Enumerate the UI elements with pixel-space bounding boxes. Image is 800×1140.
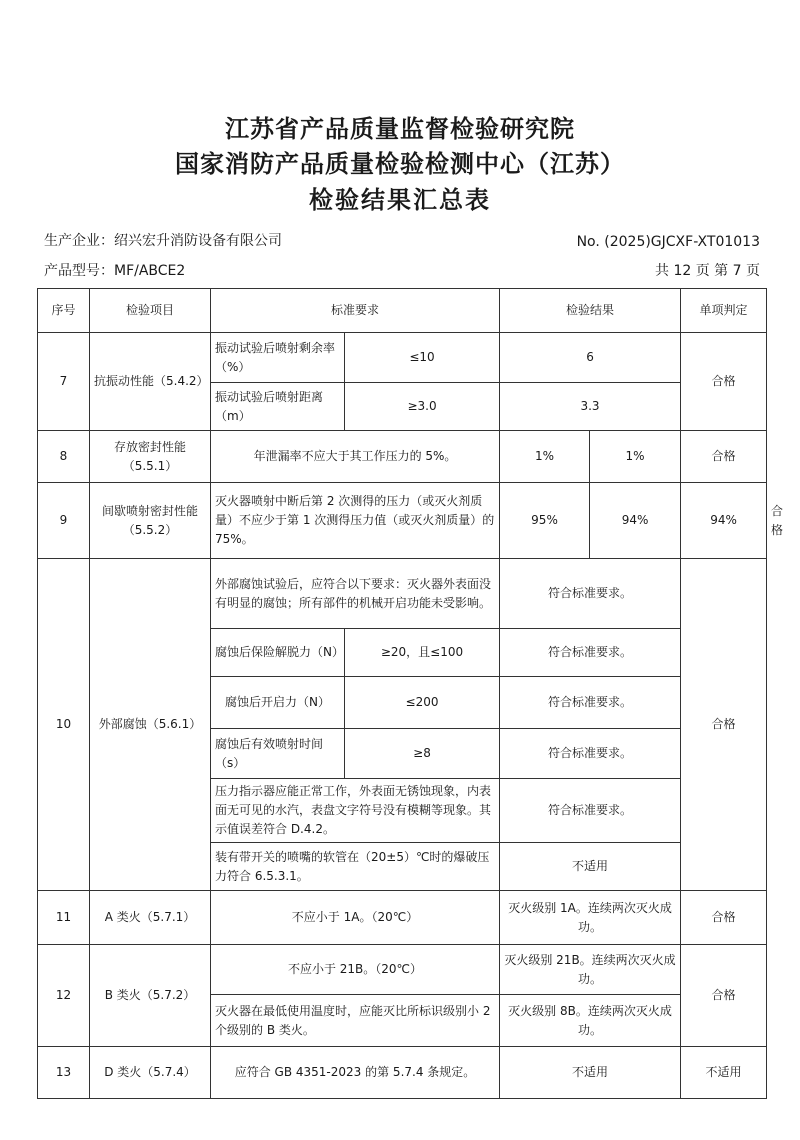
seq-cell: 10 [38, 559, 90, 891]
result-cell: 3.3 [500, 383, 681, 431]
result-cell: 灭火级别 21B。连续两次灭火成功。 [500, 945, 681, 995]
report-number: No. (2025)GJCXF-XT01013 [576, 234, 760, 250]
page-info: 共 12 页 第 7 页 [655, 263, 760, 279]
standard-cell: 装有带开关的喷嘴的软管在（20±5）℃时的爆破压力符合 6.5.3.1。 [211, 843, 500, 891]
col-header-result: 检验结果 [500, 289, 681, 333]
result-cell: 94% [590, 483, 681, 559]
result-cell: 不适用 [500, 1047, 681, 1099]
result-cell: 符合标准要求。 [500, 629, 681, 677]
product-model: 产品型号：MF/ABCE2 [44, 263, 186, 279]
standard-cell: 年泄漏率不应大于其工作压力的 5%。 [211, 431, 500, 483]
col-header-seq: 序号 [38, 289, 90, 333]
col-header-standard: 标准要求 [211, 289, 500, 333]
table-title: 检验结果汇总表 [309, 185, 491, 214]
result-cell: 不适用 [500, 843, 681, 891]
seq-cell: 9 [38, 483, 90, 559]
standard-cell: 灭火器在最低使用温度时，应能灭比所标识级别小 2 个级别的 B 类火。 [211, 995, 500, 1047]
standard-cell: 灭火器喷射中断后第 2 次测得的压力（或灭火剂质量）不应少于第 1 次测得压力值（或灭火剂质量）的 75%。 [211, 483, 500, 559]
table-row [38, 1047, 767, 1099]
item-cell: 外部腐蚀（5.6.1） [90, 559, 211, 891]
seq-cell: 7 [38, 333, 90, 431]
item-cell: A 类火（5.7.1） [90, 891, 211, 945]
results-table [37, 288, 784, 1099]
standard-cell: 应符合 GB 4351-2023 的第 5.7.4 条规定。 [211, 1047, 500, 1099]
result-cell: 94% [681, 483, 767, 559]
result-cell: 1% [500, 431, 590, 483]
verdict-cell: 合格 [681, 891, 767, 945]
table-row [38, 333, 767, 383]
table-row: 9 间歇喷射密封性能（5.5.2） 灭火器喷射中断后第 2 次测得的压力（或灭火剂质量）不应少于第 1 次测得压力值（或灭火剂质量）的 75%。 95% 94% 94% 合格 [38, 483, 767, 559]
result-cell: 灭火级别 1A。连续两次灭火成功。 [500, 891, 681, 945]
standard-cell: 不应小于 1A。（20℃） [211, 891, 500, 945]
result-cell: 6 [500, 333, 681, 383]
institute-title: 江苏省产品质量监督检验研究院 [225, 114, 575, 143]
sub-label-cell: 腐蚀后保险解脱力（N） [211, 629, 345, 677]
result-cell: 符合标准要求。 [500, 559, 681, 629]
table-row [38, 891, 767, 945]
sub-value-cell: ≥20，且≤100 [345, 629, 500, 677]
result-cell: 符合标准要求。 [500, 779, 681, 843]
verdict-cell: 合格 [681, 333, 767, 431]
seq-cell: 13 [38, 1047, 90, 1099]
verdict-cell: 合格 [681, 431, 767, 483]
item-cell: 间歇喷射密封性能（5.5.2） [90, 483, 211, 559]
col-header-item: 检验项目 [90, 289, 211, 333]
item-cell: 抗振动性能（5.4.2） [90, 333, 211, 431]
sub-label-cell: 振动试验后喷射剩余率（%） [211, 333, 345, 383]
table-row [38, 945, 767, 995]
verdict-cell: 不适用 [681, 1047, 767, 1099]
result-cell: 1% [590, 431, 681, 483]
result-cell: 符合标准要求。 [500, 729, 681, 779]
standard-cell: 压力指示器应能正常工作，外表面无锈蚀现象，内表面无可见的水汽，表盘文字符号没有模糊等现象。其示值误差符合 D.4.2。 [211, 779, 500, 843]
sub-value-cell: ≤10 [345, 333, 500, 383]
result-cell: 灭火级别 8B。连续两次灭火成功。 [500, 995, 681, 1047]
sub-label-cell: 振动试验后喷射距离（m） [211, 383, 345, 431]
standard-cell: 外部腐蚀试验后，应符合以下要求：灭火器外表面没有明显的腐蚀；所有部件的机械开启功能未受影响。 [211, 559, 500, 629]
item-cell: B 类火（5.7.2） [90, 945, 211, 1047]
result-cell: 符合标准要求。 [500, 677, 681, 729]
sub-label-cell: 腐蚀后有效喷射时间（s） [211, 729, 345, 779]
sub-value-cell: ≥8 [345, 729, 500, 779]
verdict-cell: 合格 [681, 945, 767, 1047]
seq-cell: 12 [38, 945, 90, 1047]
seq-cell: 11 [38, 891, 90, 945]
result-cell: 95% [500, 483, 590, 559]
table-row [38, 431, 767, 483]
document-titles [0, 112, 800, 218]
col-header-verdict: 单项判定 [681, 289, 767, 333]
center-title: 国家消防产品质量检验检测中心（江苏） [175, 149, 625, 178]
table-row [38, 559, 767, 629]
seq-cell: 8 [38, 431, 90, 483]
manufacturer: 生产企业：绍兴宏升消防设备有限公司 [44, 233, 282, 249]
sub-value-cell: ≥3.0 [345, 383, 500, 431]
standard-cell: 不应小于 21B。（20℃） [211, 945, 500, 995]
sub-label-cell: 腐蚀后开启力（N） [211, 677, 345, 729]
item-cell: 存放密封性能（5.5.1） [90, 431, 211, 483]
sub-value-cell: ≤200 [345, 677, 500, 729]
verdict-cell: 合格 [681, 559, 767, 891]
header-row [38, 289, 767, 333]
item-cell: D 类火（5.7.4） [90, 1047, 211, 1099]
